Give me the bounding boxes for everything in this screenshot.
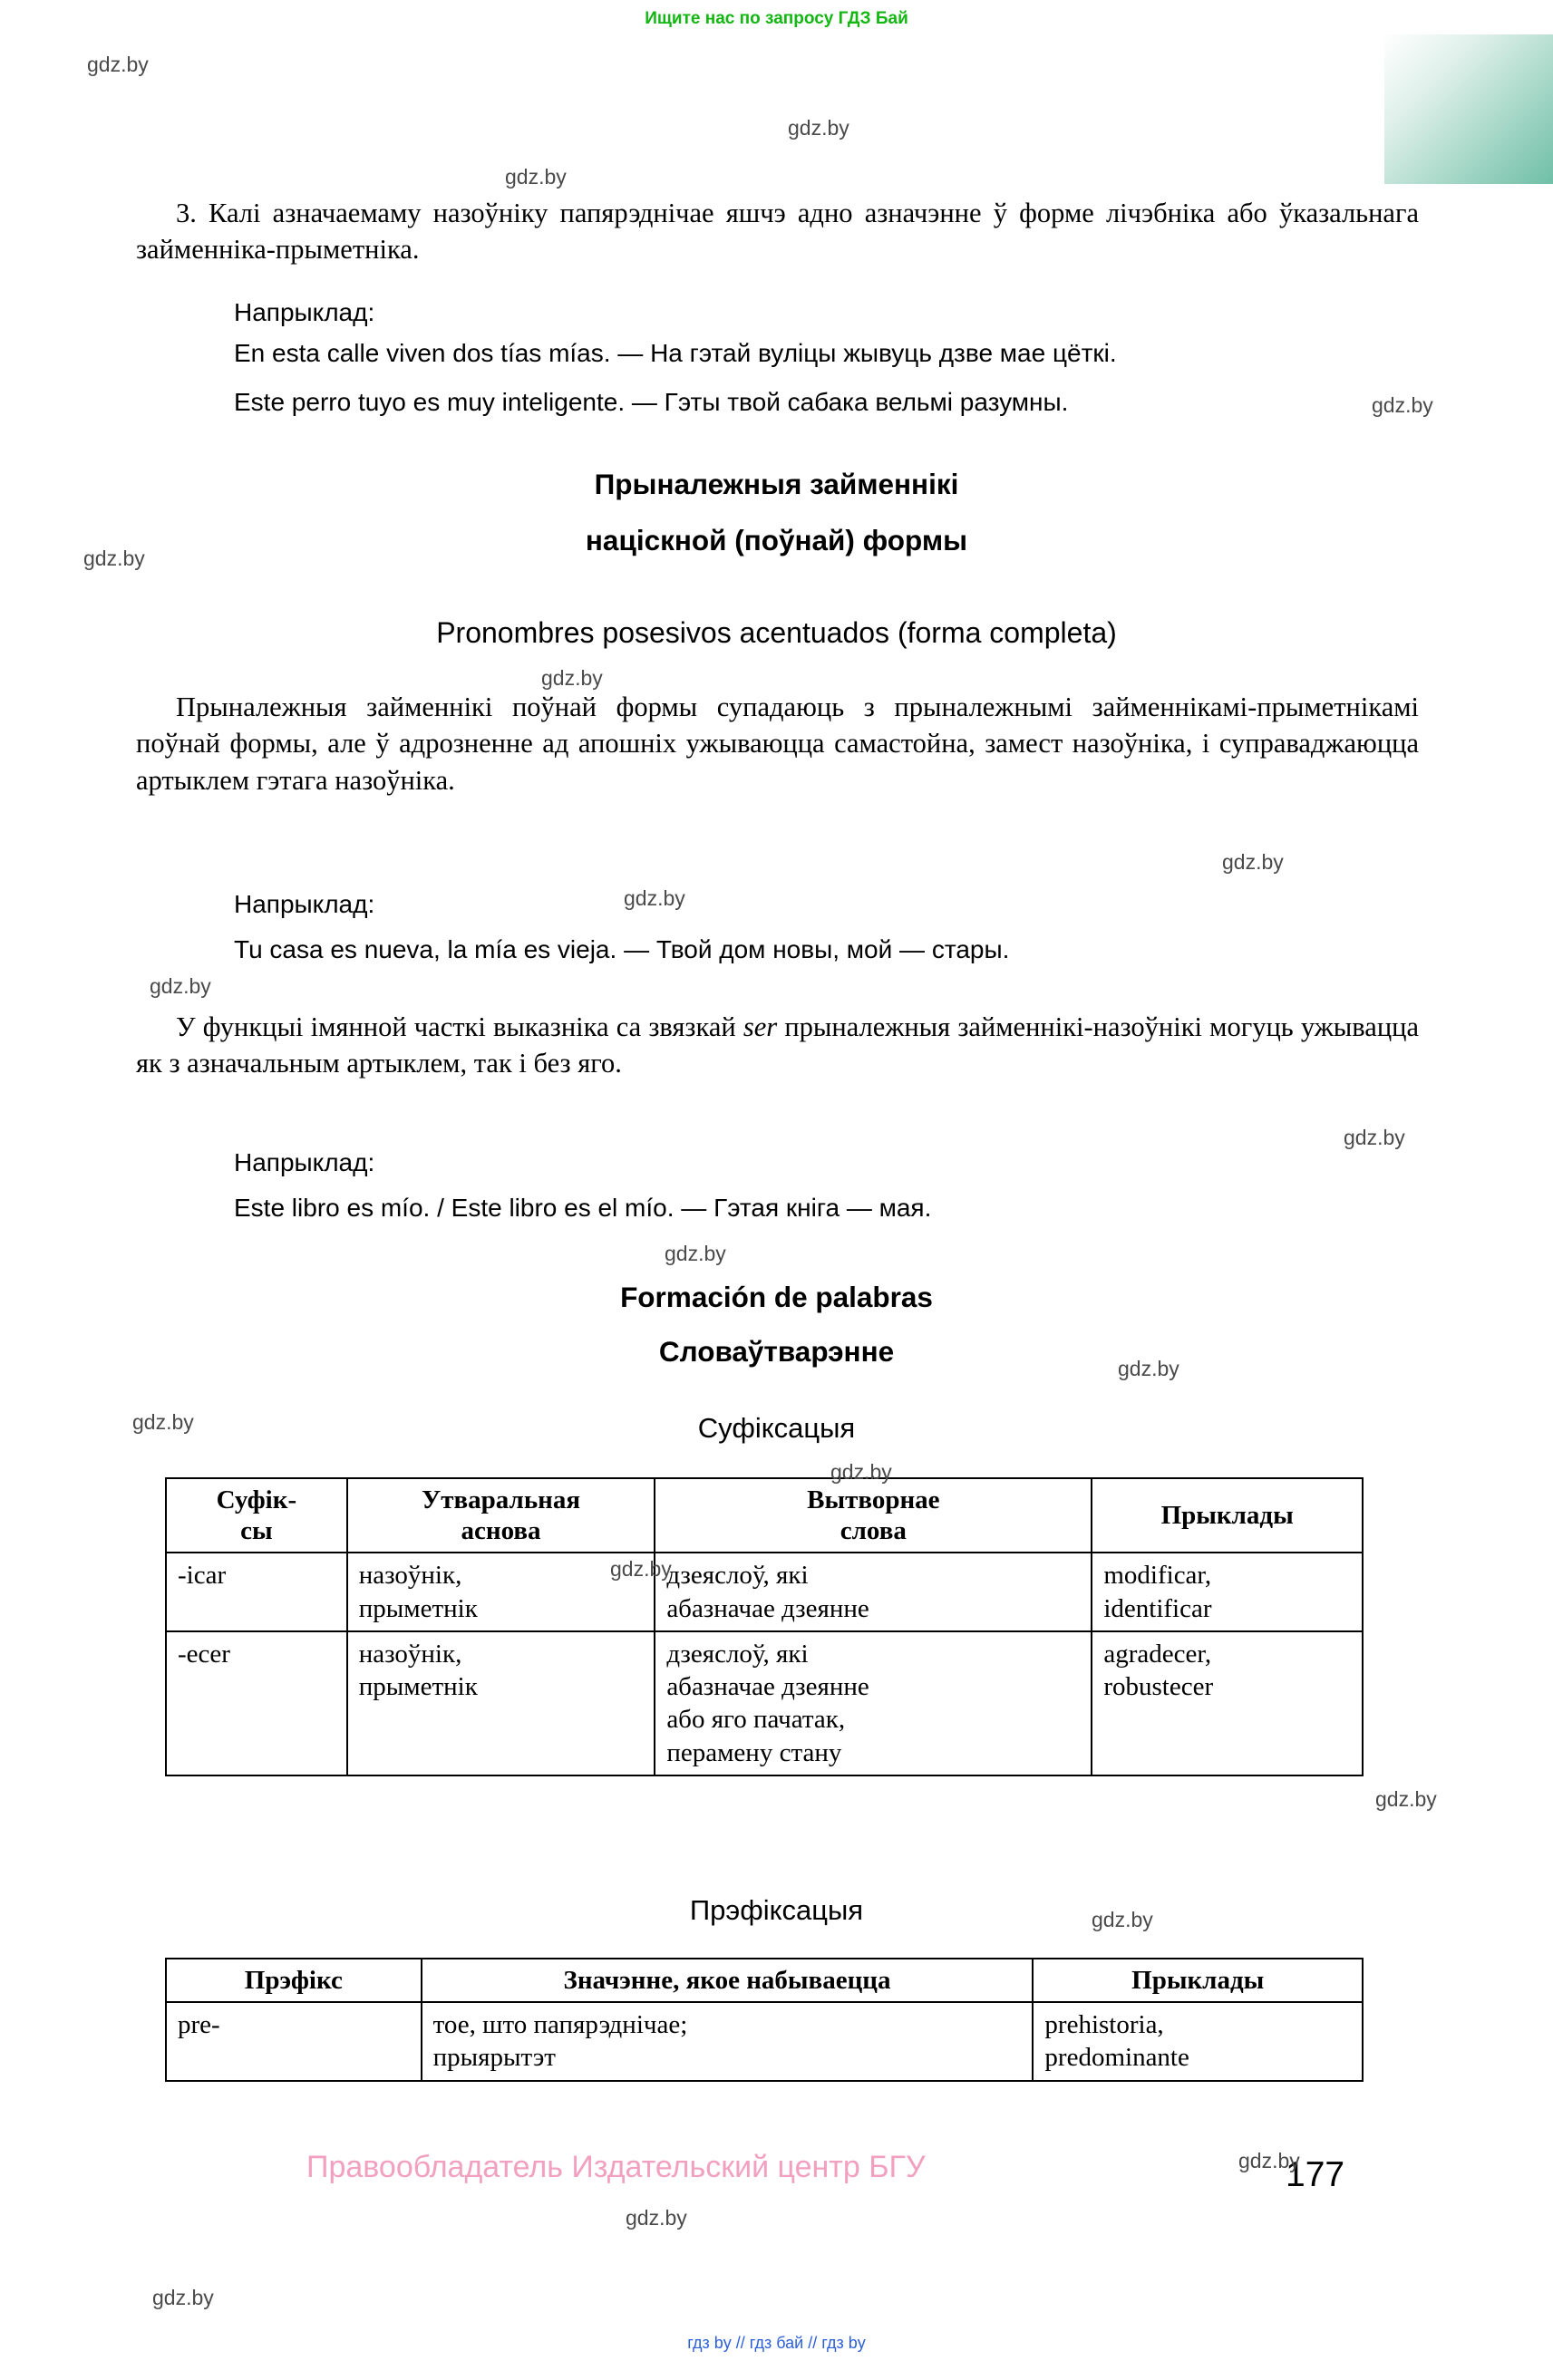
cell-base: назоўнік, прыметнік	[347, 1553, 655, 1631]
paragraph-3-part1: У функцыі імянной часткі выказніка са звязкай	[176, 1011, 743, 1042]
watermark-6: gdz.by	[1222, 850, 1284, 874]
heading-be-line2: націскной (поўнай) формы	[585, 524, 968, 556]
watermark-2: gdz.by	[505, 165, 567, 189]
promo-banner: Ищите нас по запросу ГДЗ Бай	[645, 9, 908, 28]
th-suffix: Суфік- сы	[166, 1478, 347, 1553]
th-base: Утваральная аснова	[347, 1478, 655, 1553]
watermark-5: gdz.by	[541, 666, 603, 690]
watermark-10: gdz.by	[665, 1242, 726, 1265]
th-derived: Вытворнае слова	[655, 1478, 1092, 1553]
cell-derived: дзеяслоў, які абазначае дзеянне	[655, 1553, 1092, 1631]
watermark-11: gdz.by	[1118, 1357, 1179, 1380]
example-3: Este libro es mío. / Este libro es el mío. — Гэтая кніга — мая.	[234, 1194, 932, 1222]
heading-formacion-de-palabras: Formación de palabras	[620, 1281, 933, 1313]
th-examples: Прыклады	[1092, 1478, 1363, 1553]
naprykład-label-1: Напрыклад:	[234, 298, 375, 326]
th-meaning: Значэнне, якое набываецца	[422, 1959, 1034, 2002]
cell-meaning: тое, што папярэднічае; прыярытэт	[422, 2002, 1034, 2081]
watermark-4: gdz.by	[83, 547, 145, 570]
heading-sufiksacyja: Суфіксацыя	[697, 1412, 856, 1444]
watermark-15: gdz.by	[1092, 1908, 1153, 1931]
cell-suffix: -icar	[166, 1553, 347, 1631]
cell-examples: prehistoria, predominante	[1033, 2002, 1363, 2081]
corner-gradient-decoration	[1384, 34, 1553, 184]
watermark-1: gdz.by	[788, 116, 849, 140]
watermark-0: gdz.by	[87, 53, 149, 76]
page-number: 177	[1286, 2155, 1345, 2194]
copyright-notice: Правообладатель Издательский центр БГУ	[306, 2150, 926, 2184]
watermark-12: gdz.by	[132, 1410, 194, 1434]
suffix-table	[165, 1477, 1364, 1776]
paragraph-2: Прыналежныя займеннікі поўнай формы супадаюць з прыналежнымі займеннікамі-прыметнікамі поўнай формы, але ў адрозненне ад апошніх ужываюцца самастойна, замест назоўніка, і суправаджаюцца артыклем гэтага назоўніка.	[136, 692, 1419, 796]
table-header-row	[166, 1959, 1363, 2002]
cell-derived: дзеяслоў, які абазначае дзеянне або яго пачатак, перамену стану	[655, 1631, 1092, 1775]
heading-be-line1: Прыналежныя займеннікі	[594, 468, 959, 500]
prefix-table	[165, 1958, 1364, 2082]
cell-base: назоўнік, прыметнік	[347, 1631, 655, 1775]
ser-italic: ser	[743, 1011, 778, 1042]
rule-3-paragraph: 3. Калі азначаемаму назоўніку папярэднічае яшчэ адно азначэнне ў форме лічэбніка або ўказальнага займенніка-прыметніка.	[136, 198, 1419, 266]
watermark-18: gdz.by	[626, 2206, 687, 2230]
table-row	[166, 2002, 1363, 2081]
watermark-7: gdz.by	[624, 886, 685, 910]
example-1a: En esta calle viven dos tías mías. — На гэтай вуліцы жывуць дзве мае цёткі.	[234, 339, 1117, 367]
example-1b: Este perro tuyo es muy inteligente. — Гэты твой сабака вельмі разумны.	[234, 388, 1069, 416]
watermark-14: gdz.by	[610, 1557, 672, 1581]
cell-examples: modificar, identificar	[1092, 1553, 1363, 1631]
table-row	[166, 1553, 1363, 1631]
paragraph-3-part2: прыналежныя займеннікі-назоўнікі могуць ужывацца як з азначальным артыклем, так і без яго.	[136, 1011, 1419, 1079]
heading-es-posesivos: Pronombres posesivos acentuados (forma completa)	[436, 616, 1117, 649]
watermark-19: gdz.by	[152, 2286, 214, 2309]
cell-examples: agradecer, robustecer	[1092, 1631, 1363, 1775]
watermark-9: gdz.by	[1344, 1126, 1405, 1149]
watermark-16: gdz.by	[1375, 1787, 1437, 1811]
watermark-3: gdz.by	[1372, 393, 1433, 417]
cell-suffix: -ecer	[166, 1631, 347, 1775]
paragraph-3	[136, 1009, 1419, 1082]
bottom-links: гдз by // гдз бай // гдз by	[687, 2334, 866, 2352]
naprykład-label-3: Напрыклад:	[234, 1148, 375, 1176]
heading-prefiksacyja: Прэфіксацыя	[689, 1894, 864, 1926]
watermark-8: gdz.by	[150, 974, 211, 998]
naprykład-label-2: Напрыклад:	[234, 890, 375, 918]
cell-prefix: pre-	[166, 2002, 422, 2081]
th-prefix: Прэфікс	[166, 1959, 422, 2002]
watermark-17: gdz.by	[1238, 2149, 1300, 2172]
th-examples: Прыклады	[1033, 1959, 1363, 2002]
watermark-13: gdz.by	[830, 1460, 892, 1484]
example-2: Tu casa es nueva, la mía es vieja. — Твой дом новы, мой — стары.	[234, 935, 1010, 963]
table-row	[166, 1631, 1363, 1775]
heading-slovautvarenne: Словаўтварэнне	[658, 1335, 895, 1368]
table-header-row	[166, 1478, 1363, 1553]
